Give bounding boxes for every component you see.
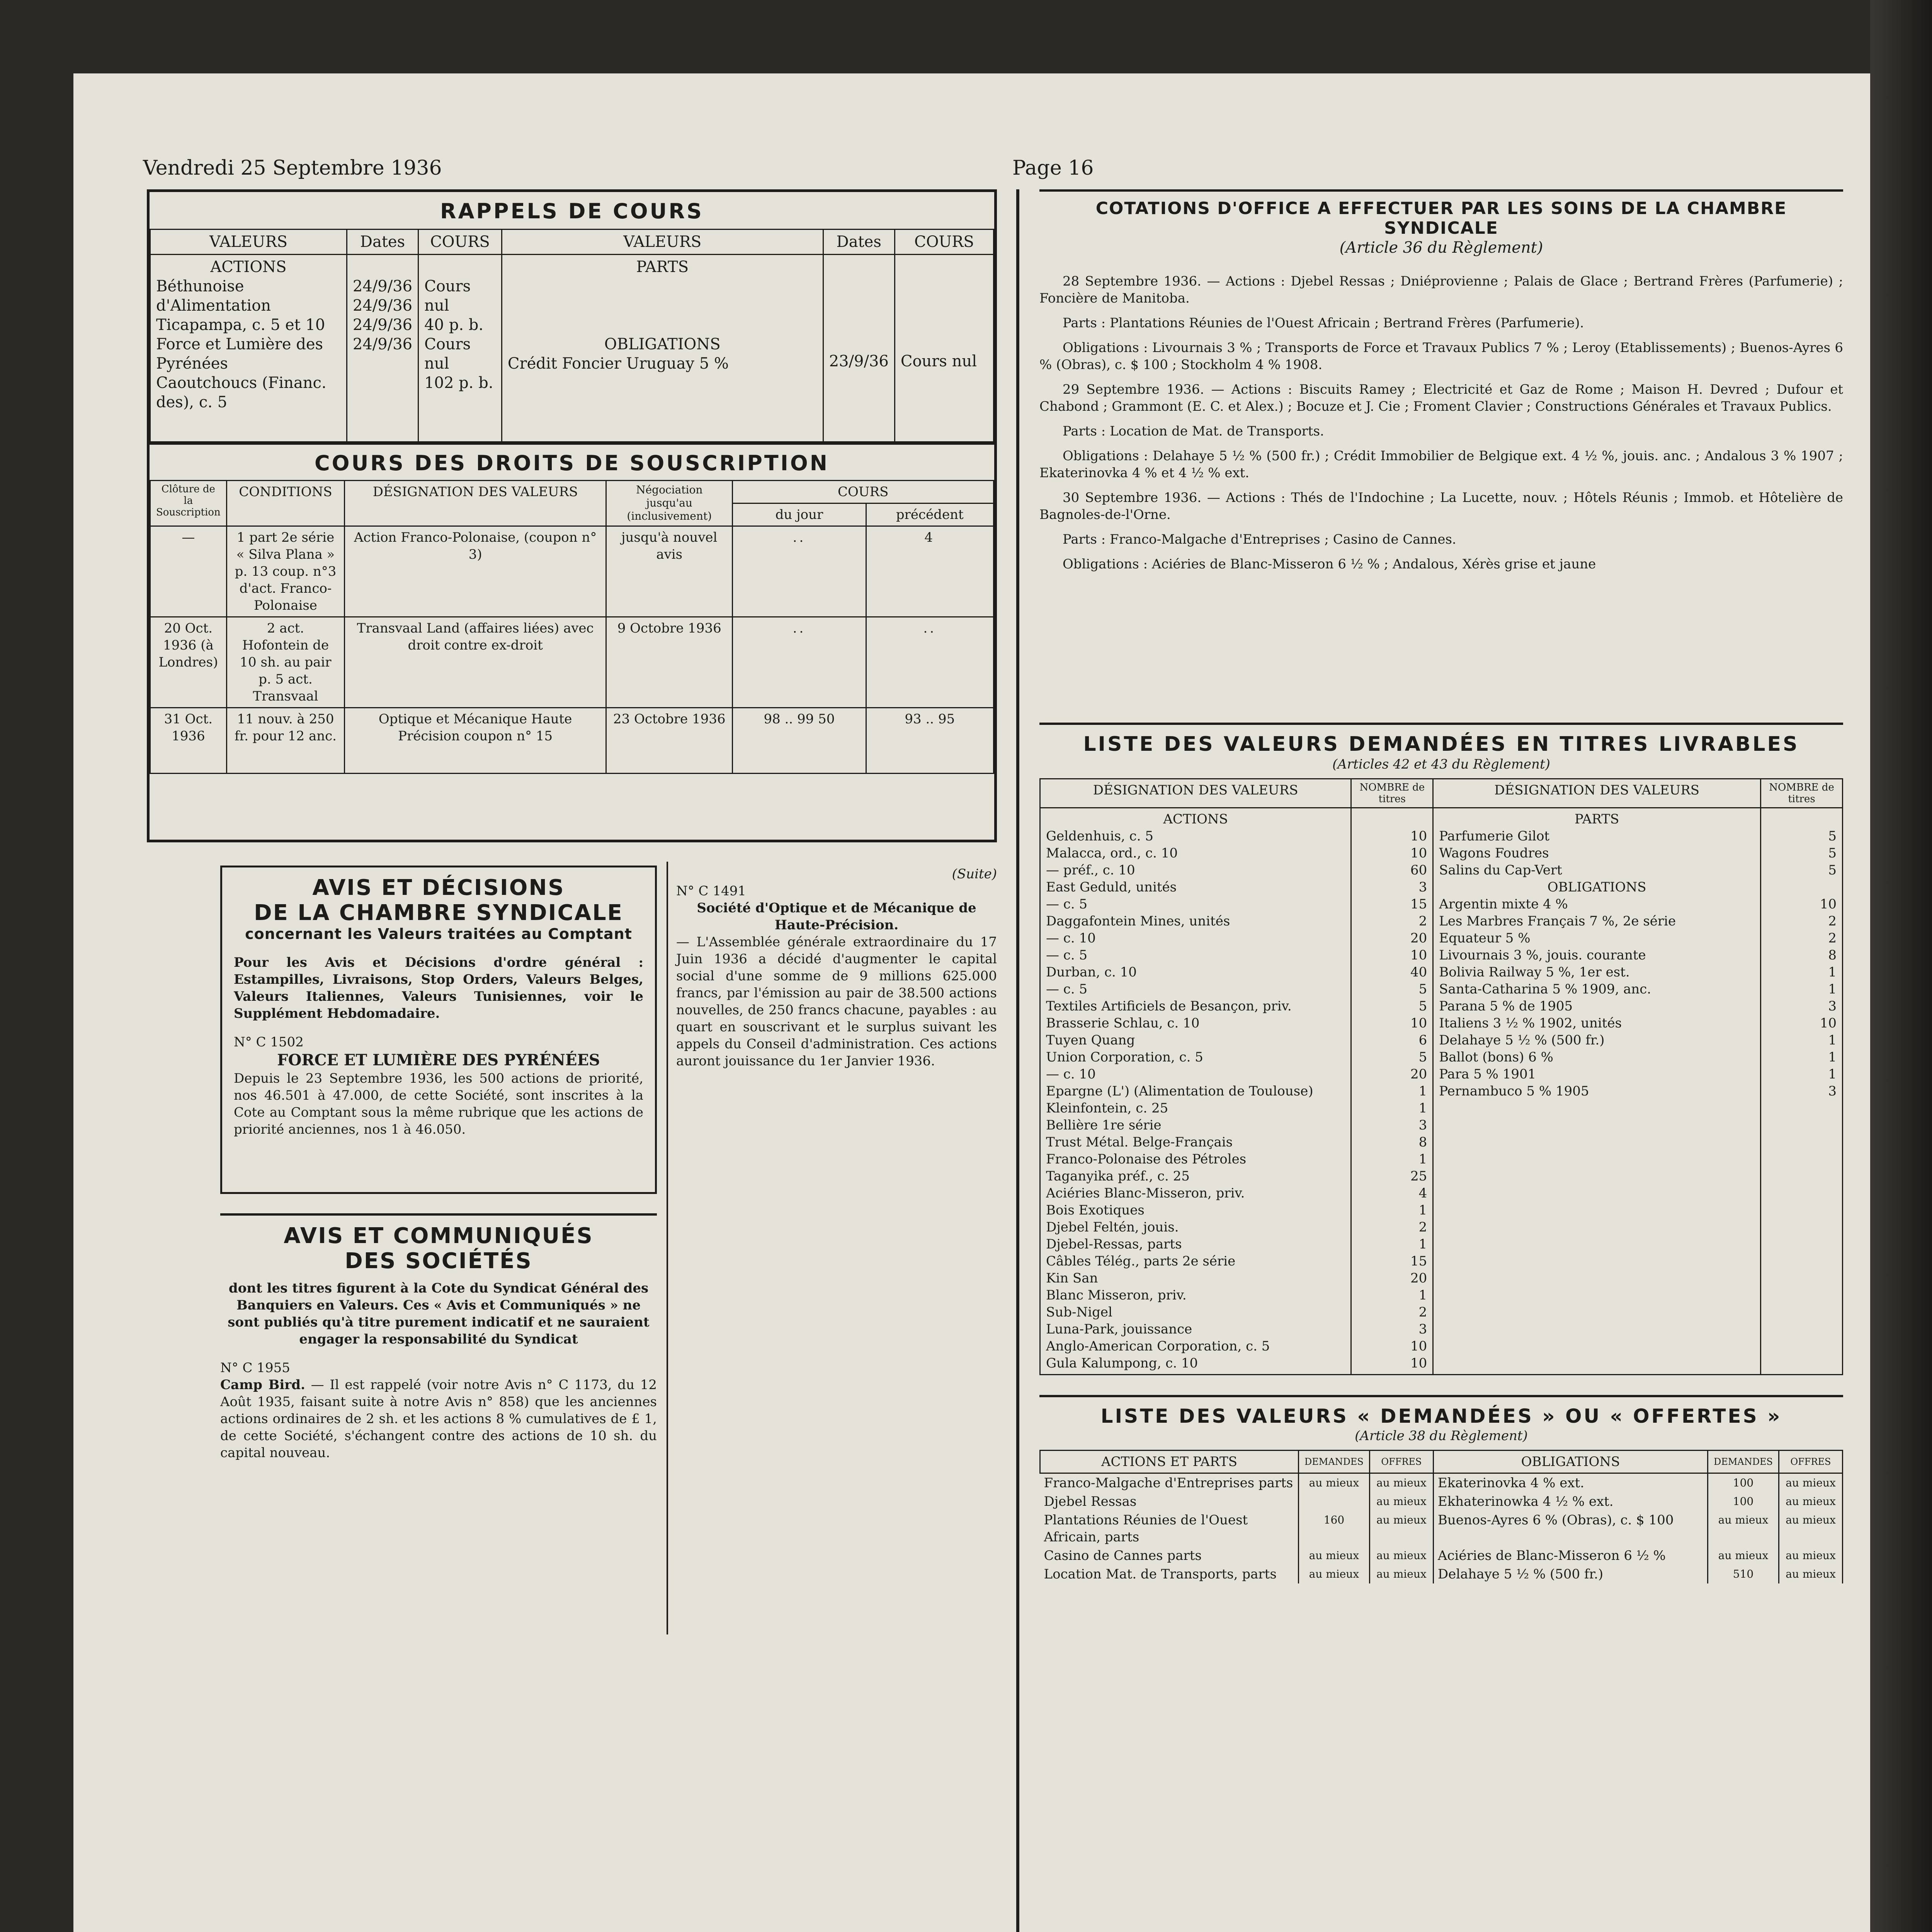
list-item: Aciéries Blanc-Misseron, priv.	[1046, 1185, 1245, 1201]
list-item: Textiles Artificiels de Besançon, priv.	[1046, 998, 1292, 1014]
prec-cell: 93 .. 95	[866, 708, 993, 774]
list-item: Daggafontein Mines, unités	[1046, 913, 1230, 929]
list-item: Franco-Polonaise des Pétroles	[1046, 1151, 1247, 1167]
table-cell: 510	[1708, 1565, 1779, 1583]
list-item-count: 3	[1418, 879, 1427, 895]
rappels-col-valeurs-2: VALEURS	[502, 230, 823, 255]
table-row	[1040, 1565, 1843, 1583]
inner-column-divider	[667, 862, 668, 1634]
prec-cell: 4	[866, 526, 993, 617]
rappels-row: Force et Lumière des Pyrénées	[156, 335, 323, 372]
avis-communiques-title-2: DES SOCIÉTÉS	[345, 1248, 532, 1274]
list-item: Djebel Feltén, jouis.	[1046, 1219, 1179, 1235]
list-item: Brasserie Schlau, c. 10	[1046, 1015, 1200, 1031]
list-item-count: 2	[1418, 1304, 1427, 1320]
cloture-cell: —	[150, 526, 227, 617]
list-item-count: 20	[1410, 1270, 1427, 1286]
list-item: Geldenhuis, c. 5	[1046, 828, 1153, 844]
list-item-count: 1	[1828, 1066, 1837, 1082]
list-item: Gula Kalumpong, c. 10	[1046, 1355, 1198, 1371]
livrables-col-nombre: NOMBRE de titres	[1351, 779, 1433, 808]
list-item: Union Corporation, c. 5	[1046, 1049, 1203, 1065]
table-cell: Buenos-Ayres 6 % (Obras), c. $ 100	[1433, 1511, 1708, 1546]
negociation-cell: 9 Octobre 1936	[606, 617, 733, 708]
office-title: COTATIONS D'OFFICE A EFFECTUER PAR LES SOINS DE LA CHAMBRE SYNDICALE	[1095, 199, 1787, 238]
negociation-cell: 23 Octobre 1936	[606, 708, 733, 774]
table-cell: au mieux	[1369, 1492, 1433, 1511]
list-item-count: 6	[1418, 1032, 1427, 1048]
table-row	[1040, 1546, 1843, 1565]
list-item-count: 15	[1410, 896, 1427, 912]
table-cell: au mieux	[1369, 1511, 1433, 1546]
livrables-col-designation: DÉSIGNATION DES VALEURS	[1040, 779, 1351, 808]
list-item: Bois Exotiques	[1046, 1202, 1145, 1218]
table-row	[1040, 1473, 1843, 1493]
rappels-date: 23/9/36	[829, 352, 889, 370]
cloture-cell: 20 Oct. 1936 (à Londres)	[150, 617, 227, 708]
header-page-number: Page 16	[1012, 156, 1094, 180]
jour-cell: 98 .. 99 50	[733, 708, 866, 774]
office-paragraph: Parts : Location de Mat. de Transports.	[1063, 423, 1324, 439]
list-item-count: 10	[1820, 896, 1837, 912]
rappels-parts-label: PARTS	[636, 258, 689, 276]
demandees-title: LISTE DES VALEURS « DEMANDÉES » OU « OFFERTES »	[1100, 1405, 1782, 1427]
rappels-col-cours: COURS	[418, 230, 502, 255]
avis-communiques-number: N° C 1955	[220, 1360, 290, 1376]
list-item: Anglo-American Corporation, c. 5	[1046, 1338, 1270, 1354]
rappels-col-dates-2: Dates	[823, 230, 895, 255]
rappels-title: RAPPELS DE COURS	[440, 199, 704, 223]
office-paragraph: Parts : Plantations Réunies de l'Ouest Africain ; Bertrand Frères (Parfumerie).	[1063, 315, 1584, 331]
rappels-cours: Cours nul	[900, 352, 977, 370]
list-item-count: 10	[1410, 845, 1427, 861]
demandees-subtitle: (Article 38 du Règlement)	[1355, 1428, 1528, 1444]
list-item-count: 10	[1410, 1338, 1427, 1354]
list-item-count: 4	[1418, 1185, 1427, 1201]
table-cell: au mieux	[1779, 1473, 1842, 1493]
livrables-col-nombre-2: NOMBRE de titres	[1761, 779, 1843, 808]
rappels-col-cours-2: COURS	[895, 230, 993, 255]
office-paragraph: Obligations : Aciéries de Blanc-Misseron 6 ½ % ; Andalous, Xérès grise et jaune	[1063, 556, 1596, 572]
demandees-col-demandes: DEMANDES	[1299, 1451, 1370, 1473]
list-item-count: 1	[1418, 1202, 1427, 1218]
rappels-row: Ticapampa, c. 5 et 10	[156, 316, 325, 334]
office-paragraph: Obligations : Livournais 3 % ; Transports de Force et Travaux Publics 7 % ; Leroy (Etablissements) ; Buenos-Ayres 6 % (Obras), c. $ 100 ; Stockholm 4 % 1908.	[1039, 340, 1843, 372]
table-cell: Casino de Cannes parts	[1040, 1546, 1299, 1565]
list-item-count: 5	[1418, 1049, 1427, 1065]
rappels-cours: 40 p. b.	[424, 316, 484, 334]
list-item: Argentin mixte 4 %	[1439, 896, 1568, 912]
conditions-cell: 2 act. Hofontein de 10 sh. au pair p. 5 act. Transvaal	[226, 617, 345, 708]
list-item-count: 3	[1828, 998, 1837, 1014]
livrables-section	[1039, 723, 1843, 1375]
table-cell: au mieux	[1299, 1473, 1370, 1493]
list-item-count: 2	[1418, 1219, 1427, 1235]
demandees-section	[1039, 1395, 1843, 1583]
list-item: Delahaye 5 ½ % (500 fr.)	[1439, 1032, 1605, 1048]
rappels-date: 24/9/36	[352, 316, 413, 334]
rappels-row: Crédit Foncier Uruguay 5 %	[507, 355, 729, 372]
list-item: — préf., c. 10	[1046, 862, 1135, 878]
rappels-table	[150, 229, 994, 442]
table-cell: Franco-Malgache d'Entreprises parts	[1040, 1473, 1299, 1493]
table-cell: 160	[1299, 1511, 1370, 1546]
list-item: Salins du Cap-Vert	[1439, 862, 1562, 878]
office-paragraph: 29 Septembre 1936. — Actions : Biscuits Ramey ; Electricité et Gaz de Rome ; Maison H. Devred ; Dufour et Chabond ; Grammont (E. C. et Alex.) ; Bocuze et J. Cie ; Froment Clavier ; Constructions Générales et Travaux Publics.	[1039, 382, 1843, 414]
list-item: Tuyen Quang	[1046, 1032, 1135, 1048]
list-item-count: 8	[1418, 1134, 1427, 1150]
conditions-cell: 11 nouv. à 250 fr. pour 12 anc.	[226, 708, 345, 774]
list-item-count: 5	[1828, 862, 1837, 878]
list-item-count: 2	[1828, 930, 1837, 946]
table-cell: 100	[1708, 1492, 1779, 1511]
list-item: Parfumerie Gilot	[1439, 828, 1550, 844]
list-item: Djebel-Ressas, parts	[1046, 1236, 1182, 1252]
table-cell: Ekaterinovka 4 % ext.	[1433, 1473, 1708, 1493]
livrables-title: LISTE DES VALEURS DEMANDÉES EN TITRES LIVRABLES	[1083, 733, 1799, 756]
souscription-title: COURS DES DROITS DE SOUSCRIPTION	[315, 451, 829, 475]
list-item: Pernambuco 5 % 1905	[1439, 1083, 1589, 1099]
table-cell: au mieux	[1708, 1546, 1779, 1565]
livrables-subtitle: (Articles 42 et 43 du Règlement)	[1332, 757, 1550, 772]
livrables-actions-label: ACTIONS	[1163, 811, 1228, 827]
list-item: Parana 5 % de 1905	[1439, 998, 1573, 1014]
col-cloture: Clôture de la Souscription	[150, 481, 227, 526]
livrables-col-designation-2: DÉSIGNATION DES VALEURS	[1433, 779, 1761, 808]
avis-decisions-text: Depuis le 23 Septembre 1936, les 500 actions de priorité, nos 46.501 à 47.000, de cette Société, sont inscrites à la Cote au Comptant sous la même rubrique que les actions de priorité anciennes, nos 1 à 46.050.	[234, 1071, 643, 1137]
table-cell: au mieux	[1299, 1546, 1370, 1565]
list-item-count: 1	[1418, 1287, 1427, 1303]
list-item: Trust Métal. Belge-Français	[1046, 1134, 1233, 1150]
avis-decisions-title-2: DE LA CHAMBRE SYNDICALE	[254, 900, 623, 925]
list-item: Les Marbres Français 7 %, 2e série	[1439, 913, 1676, 929]
table-row	[150, 526, 994, 617]
table-cell: au mieux	[1299, 1565, 1370, 1583]
col-precedent: précédent	[866, 503, 993, 526]
list-item-count: 2	[1418, 913, 1427, 929]
souscription-table	[150, 480, 994, 774]
list-item: Livournais 3 %, jouis. courante	[1439, 947, 1646, 963]
list-item-count: 25	[1410, 1168, 1427, 1184]
list-item-count: 10	[1410, 828, 1427, 844]
negociation-cell: jusqu'à nouvel avis	[606, 526, 733, 617]
rappels-row: Caoutchoucs (Financ. des), c. 5	[156, 374, 327, 411]
rappels-cours: Cours nul	[424, 335, 471, 372]
list-item: Bellière 1re série	[1046, 1117, 1162, 1133]
list-item: — c. 10	[1046, 930, 1096, 946]
table-cell: Plantations Réunies de l'Ouest Africain, parts	[1040, 1511, 1299, 1546]
list-item-count: 40	[1410, 964, 1427, 980]
table-row	[150, 708, 994, 774]
table-cell	[1299, 1492, 1370, 1511]
list-item-count: 1	[1418, 1100, 1427, 1116]
list-item-count: 1	[1828, 964, 1837, 980]
list-item: Santa-Catharina 5 % 1909, anc.	[1439, 981, 1651, 997]
list-item-count: 8	[1828, 947, 1837, 963]
list-item: Epargne (L') (Alimentation de Toulouse)	[1046, 1083, 1313, 1099]
rappels-date: 24/9/36	[352, 335, 413, 353]
rappels-date: 24/9/36	[352, 277, 413, 295]
demandees-table	[1039, 1450, 1843, 1583]
book-binding	[1870, 0, 1932, 1932]
col-designation: DÉSIGNATION DES VALEURS	[345, 481, 606, 526]
office-paragraph: Obligations : Delahaye 5 ½ % (500 fr.) ; Crédit Immobilier de Belgique ext. 4 ½ %, jouis. anc. ; Andalous 3 % 1907 ; Ekaterinovka 4 % et 4 ½ % ext.	[1039, 448, 1843, 481]
livrables-obligations-label: OBLIGATIONS	[1547, 879, 1646, 895]
list-item: Luna-Park, jouissance	[1046, 1321, 1192, 1337]
list-item-count: 5	[1828, 845, 1837, 861]
list-item-count: 3	[1828, 1083, 1837, 1099]
designation-cell: Action Franco-Polonaise, (coupon n° 3)	[345, 526, 606, 617]
jour-cell: ..	[733, 526, 866, 617]
table-cell: Aciéries de Blanc-Misseron 6 ½ %	[1433, 1546, 1708, 1565]
list-item-count: 15	[1410, 1253, 1427, 1269]
list-item-count: 3	[1418, 1117, 1427, 1133]
demandees-col-offres-2: OFFRES	[1779, 1451, 1842, 1473]
demandees-col-offres: OFFRES	[1369, 1451, 1433, 1473]
list-item-count: 10	[1820, 1015, 1837, 1031]
list-item-count: 1	[1418, 1236, 1427, 1252]
table-row	[1040, 1492, 1843, 1511]
list-item: Câbles Télég., parts 2e série	[1046, 1253, 1236, 1269]
list-item-count: 20	[1410, 930, 1427, 946]
col-du-jour: du jour	[733, 503, 866, 526]
jour-cell: ..	[733, 617, 866, 708]
table-cell: Location Mat. de Transports, parts	[1040, 1565, 1299, 1583]
list-item: — c. 5	[1046, 981, 1088, 997]
designation-cell: Optique et Mécanique Haute Précision coupon n° 15	[345, 708, 606, 774]
avis-communiques-company: Camp Bird.	[220, 1377, 305, 1393]
list-item-count: 1	[1828, 981, 1837, 997]
table-cell: Djebel Ressas	[1040, 1492, 1299, 1511]
table-cell: 100	[1708, 1473, 1779, 1493]
list-item: Para 5 % 1901	[1439, 1066, 1536, 1082]
table-cell: au mieux	[1369, 1546, 1433, 1565]
list-item: Kin San	[1046, 1270, 1098, 1286]
list-item-count: 10	[1410, 947, 1427, 963]
conditions-cell: 1 part 2e série « Silva Plana » p. 13 coup. n°3 d'act. Franco-Polonaise	[226, 526, 345, 617]
list-item: Equateur 5 %	[1439, 930, 1531, 946]
rappels-col-dates: Dates	[347, 230, 418, 255]
list-item-count: 1	[1418, 1083, 1427, 1099]
table-row	[150, 617, 994, 708]
list-item: Kleinfontein, c. 25	[1046, 1100, 1168, 1116]
office-section	[1039, 189, 1843, 580]
suite-label: (Suite)	[952, 866, 997, 882]
list-item: — c. 5	[1046, 947, 1088, 963]
office-subtitle: (Article 36 du Règlement)	[1339, 239, 1543, 257]
prec-cell: ..	[866, 617, 993, 708]
list-item-count: 1	[1828, 1032, 1837, 1048]
avis-communiques-text: — Il est rappelé (voir notre Avis n° C 1173, du 12 Août 1935, faisant suite à notre Avis n° 858) que les anciennes actions ordinaires de 2 sh. et les actions 8 % cumulatives de £ 1, de cette Société, s'échangent contre des actions de 10 sh. du capital nouveau.	[220, 1377, 657, 1461]
avis-communiques	[220, 1213, 657, 1461]
list-item: Durban, c. 10	[1046, 964, 1137, 980]
demandees-actions-label: ACTIONS ET PARTS	[1040, 1451, 1299, 1473]
list-item-count: 5	[1418, 981, 1427, 997]
list-item-count: 2	[1828, 913, 1837, 929]
list-item: — c. 5	[1046, 896, 1088, 912]
list-item: East Geduld, unités	[1046, 879, 1177, 895]
avis-decisions-box	[220, 866, 657, 1194]
header-date: Vendredi 25 Septembre 1936	[143, 156, 442, 180]
list-item-count: 20	[1410, 1066, 1427, 1082]
demandees-col-demandes-2: DEMANDES	[1708, 1451, 1779, 1473]
suite-company: Société d'Optique et de Mécanique de Haute-Précision.	[697, 900, 976, 933]
rappels-actions-label: ACTIONS	[210, 258, 287, 276]
newspaper-page	[73, 73, 1870, 1932]
rappels-date: 24/9/36	[352, 297, 413, 315]
livrables-table	[1039, 778, 1843, 1375]
left-top-box	[147, 189, 997, 842]
rappels-row: Béthunoise d'Alimentation	[156, 277, 271, 315]
table-cell: au mieux	[1779, 1546, 1842, 1565]
list-item: Wagons Foudres	[1439, 845, 1549, 861]
office-body	[1039, 273, 1843, 573]
table-cell: Ekhaterinowka 4 ½ % ext.	[1433, 1492, 1708, 1511]
list-item-count: 5	[1828, 828, 1837, 844]
list-item-count: 10	[1410, 1015, 1427, 1031]
rappels-col-valeurs: VALEURS	[150, 230, 347, 255]
avis-communiques-intro: dont les titres figurent à la Cote du Syndicat Général des Banquiers en Valeurs. Ces « Avis et Communiqués » ne sont publiés qu'à titre purement indicatif et ne sauraient engager la responsabilité du Syndicat	[228, 1281, 650, 1347]
avis-decisions-number: N° C 1502	[234, 1034, 304, 1050]
list-item-count: 3	[1418, 1321, 1427, 1337]
suite-text: — L'Assemblée générale extraordinaire du 17 Juin 1936 a décidé d'augmenter le capital social d'une somme de 9 millions 625.000 francs, par l'émission au pair de 38.500 actions nouvelles, de 250 francs chacune, payables : au quart en souscrivant et le surplus suivant les appels du Conseil d'administration. Ces actions auront jouissance du 1er Janvier 1936.	[676, 934, 997, 1069]
avis-decisions-title-1: AVIS ET DÉCISIONS	[312, 875, 565, 900]
list-item: Blanc Misseron, priv.	[1046, 1287, 1187, 1303]
office-paragraph: 30 Septembre 1936. — Actions : Thés de l'Indochine ; La Lucette, nouv. ; Hôtels Réunis ; Immob. et Hôtelière de Bagnoles-de-l'Orne.	[1039, 490, 1843, 522]
col-cours: COURS	[733, 481, 994, 503]
column-divider	[1016, 189, 1019, 1932]
cloture-cell: 31 Oct. 1936	[150, 708, 227, 774]
list-item: — c. 10	[1046, 1066, 1096, 1082]
designation-cell: Transvaal Land (affaires liées) avec droit contre ex-droit	[345, 617, 606, 708]
list-item: Ballot (bons) 6 %	[1439, 1049, 1553, 1065]
demandees-obligations-label: OBLIGATIONS	[1433, 1451, 1708, 1473]
office-paragraph: 28 Septembre 1936. — Actions : Djebel Ressas ; Dniéprovienne ; Palais de Glace ; Bertrand Frères (Parfumerie) ; Foncière de Manitoba.	[1039, 274, 1843, 306]
avis-decisions-company: FORCE ET LUMIÈRE DES PYRÉNÉES	[277, 1051, 600, 1069]
suite-number: N° C 1491	[676, 883, 746, 899]
table-cell: au mieux	[1369, 1565, 1433, 1583]
table-cell: Delahaye 5 ½ % (500 fr.)	[1433, 1565, 1708, 1583]
rappels-obligations-label: OBLIGATIONS	[604, 335, 721, 353]
livrables-parts-label: PARTS	[1575, 811, 1619, 827]
table-row	[1040, 1511, 1843, 1546]
col-conditions: CONDITIONS	[226, 481, 345, 526]
spacer	[1767, 879, 1837, 896]
list-item: Taganyika préf., c. 25	[1046, 1168, 1190, 1184]
table-cell: au mieux	[1708, 1511, 1779, 1546]
list-item-count: 1	[1828, 1049, 1837, 1065]
suite-column	[676, 866, 997, 1070]
table-cell: au mieux	[1779, 1492, 1842, 1511]
avis-decisions-title-3: concernant les Valeurs traitées au Comptant	[245, 925, 632, 942]
rappels-cours: 102 p. b.	[424, 374, 493, 392]
list-item-count: 60	[1410, 862, 1427, 878]
list-item-count: 5	[1418, 998, 1427, 1014]
avis-communiques-title-1: AVIS ET COMMUNIQUÉS	[284, 1223, 594, 1248]
table-cell: au mieux	[1369, 1473, 1433, 1493]
list-item: Malacca, ord., c. 10	[1046, 845, 1178, 861]
list-item: Italiens 3 ½ % 1902, unités	[1439, 1015, 1622, 1031]
list-item-count: 10	[1410, 1355, 1427, 1371]
table-cell: au mieux	[1779, 1511, 1842, 1546]
table-cell: au mieux	[1779, 1565, 1842, 1583]
rappels-cours: Cours nul	[424, 277, 471, 315]
office-paragraph: Parts : Franco-Malgache d'Entreprises ; Casino de Cannes.	[1063, 532, 1456, 547]
col-negociation: Négociation jusqu'au (inclusivement)	[606, 481, 733, 526]
list-item-count: 1	[1418, 1151, 1427, 1167]
list-item: Sub-Nigel	[1046, 1304, 1112, 1320]
avis-decisions-intro: Pour les Avis et Décisions d'ordre général : Estampilles, Livraisons, Stop Orders, Valeurs Belges, Valeurs Italiennes, Valeurs Tunisiennes, voir le Supplément Hebdomadaire.	[234, 955, 643, 1021]
list-item: Bolivia Railway 5 %, 1er est.	[1439, 964, 1630, 980]
